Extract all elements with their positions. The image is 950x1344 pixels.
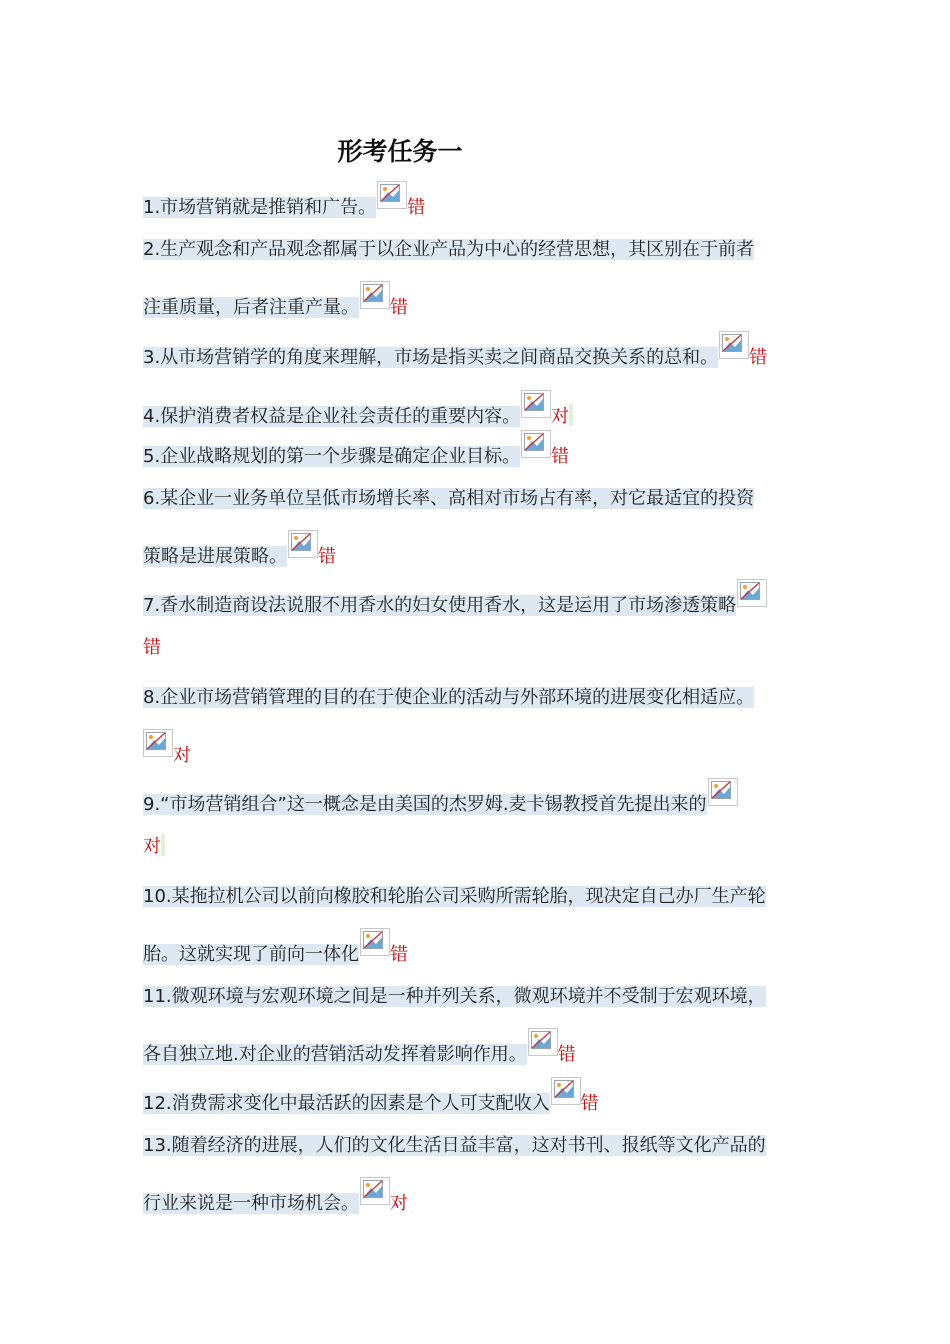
answer-2: 错 xyxy=(390,297,408,318)
broken-image-icon xyxy=(737,579,767,607)
question-11: 11.微观环境与宏观环境之间是一种并列关系，微观环境并不受制于宏观环境， xyxy=(143,986,766,1007)
answer-3: 错 xyxy=(749,347,768,368)
broken-image-icon xyxy=(708,778,738,806)
answer-4: 对 xyxy=(551,406,570,427)
answer-8-line xyxy=(143,729,191,771)
answer-9-line xyxy=(143,832,165,862)
question-11-cont: 各自独立地.对企业的营销活动发挥着影响作用。 错 xyxy=(143,1028,576,1070)
answer-7: 错 xyxy=(143,637,161,658)
question-13-cont: 行业来说是一种市场机会。 对 xyxy=(143,1177,408,1219)
broken-image-icon xyxy=(521,430,551,458)
question-4: 4.保护消费者权益是企业社会责任的重要内容。 对 xyxy=(143,390,573,432)
question-3: 3.从市场营销学的角度来理解，市场是指买卖之间商品交换关系的总和。 错 xyxy=(143,331,767,373)
answer-9: 对 xyxy=(143,836,161,857)
broken-image-icon xyxy=(360,281,390,309)
question-2-cont: 注重质量，后者注重产量。 错 xyxy=(143,281,408,323)
answer-11: 错 xyxy=(557,1044,576,1065)
broken-image-icon xyxy=(521,390,551,418)
answer-12: 错 xyxy=(580,1093,599,1114)
answer-6: 错 xyxy=(318,546,336,567)
answer-8: 对 xyxy=(173,745,191,766)
question-6: 6.某企业一业务单位呈低市场增长率、高相对市场占有率，对它最适宜的投资 xyxy=(143,488,755,509)
answer-5: 错 xyxy=(551,446,570,467)
answer-10: 错 xyxy=(390,944,408,965)
broken-image-icon xyxy=(143,729,173,757)
question-10-cont: 胎。这就实现了前向一体化 错 xyxy=(143,928,408,970)
question-13: 13.随着经济的进展，人们的文化生活日益丰富，这对书刊、报纸等文化产品的 xyxy=(143,1135,766,1156)
answer-1: 错 xyxy=(407,197,426,218)
broken-image-icon xyxy=(551,1077,581,1105)
highlight-mark xyxy=(161,834,165,856)
highlight-mark xyxy=(569,404,573,426)
broken-image-icon xyxy=(528,1028,558,1056)
question-8: 8.企业市场营销管理的目的在于使企业的活动与外部环境的进展变化相适应。 xyxy=(143,687,755,708)
broken-image-icon xyxy=(360,1177,390,1205)
question-9: 9.“市场营销组合”这一概念是由美国的杰罗姆.麦卡锡教授首先提出来的 xyxy=(143,778,738,820)
question-2: 2.生产观念和产品观念都属于以企业产品为中心的经营思想，其区别在于前者 xyxy=(143,239,755,260)
question-5: 5.企业战略规划的第一个步骤是确定企业目标。 错 xyxy=(143,430,569,472)
question-12: 12.消费需求变化中最活跃的因素是个人可支配收入 错 xyxy=(143,1077,599,1119)
broken-image-icon xyxy=(719,331,749,359)
broken-image-icon xyxy=(288,530,318,558)
question-6-cont: 策略是进展策略。 错 xyxy=(143,530,336,572)
question-1: 1.市场营销就是推销和广告。 错 xyxy=(143,181,425,223)
page-title: 形考任务一 xyxy=(337,137,463,166)
broken-image-icon xyxy=(360,928,390,956)
answer-7-line xyxy=(143,633,161,663)
broken-image-icon xyxy=(377,181,407,209)
question-10: 10.某拖拉机公司以前向橡胶和轮胎公司采购所需轮胎，现决定自己办厂生产轮 xyxy=(143,886,766,907)
answer-13: 对 xyxy=(390,1193,408,1214)
question-7: 7.香水制造商设法说服不用香水的妇女使用香水，这是运用了市场渗透策略 xyxy=(143,579,767,621)
